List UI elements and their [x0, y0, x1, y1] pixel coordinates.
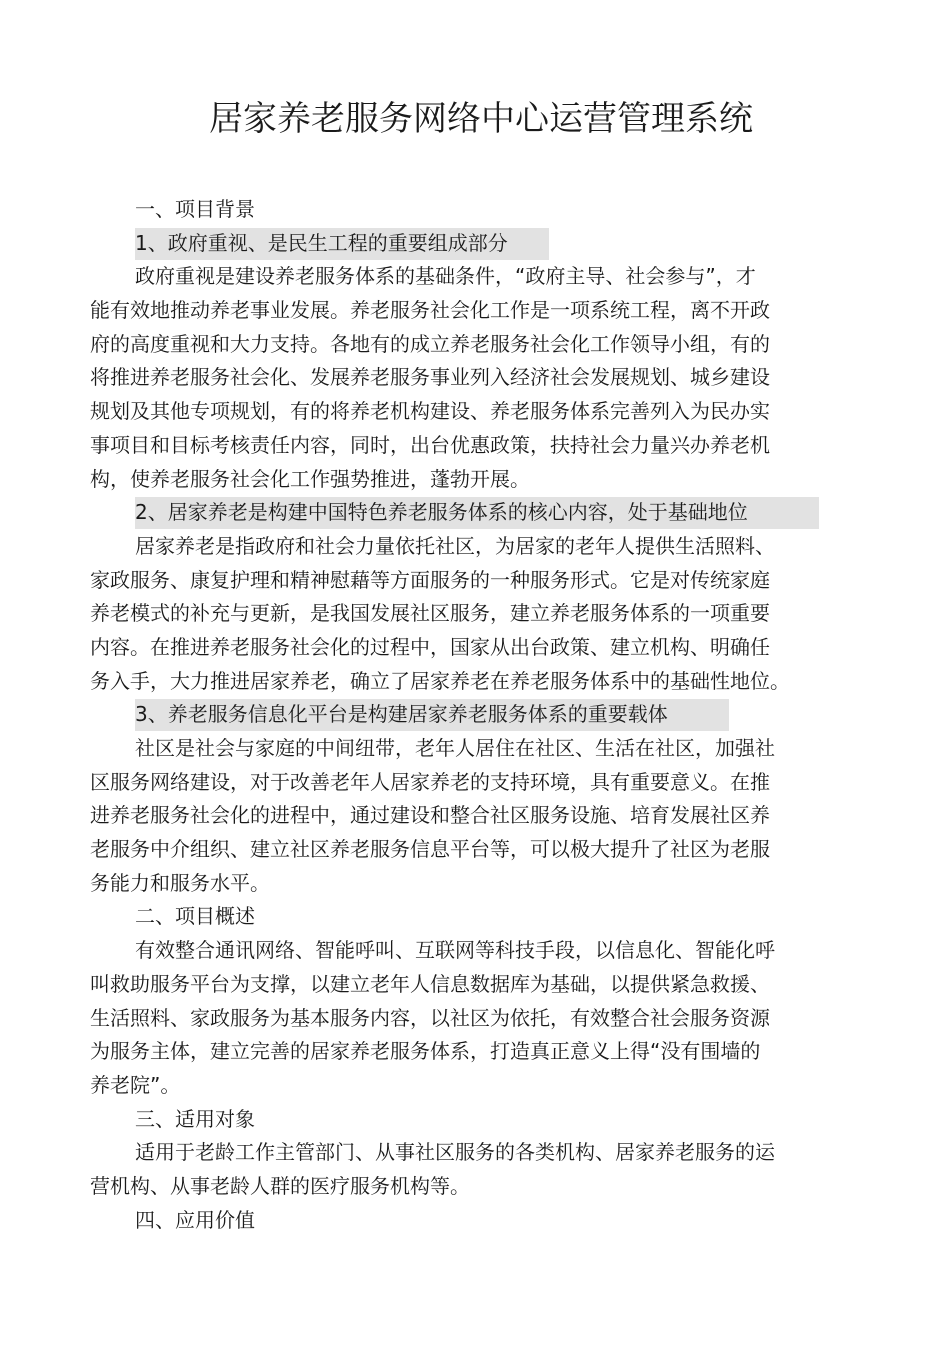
- paragraph-line: 能有效地推动养老事业发展。养老服务社会化工作是一项系统工程，离不开政: [90, 298, 770, 323]
- paragraph-line: 政府重视是建设养老服务体系的基础条件，“政府主导、社会参与”，才: [135, 264, 756, 289]
- paragraph-line: 老服务中介组织、建立社区养老服务信息平台等，可以极大提升了社区为老服: [90, 837, 770, 862]
- paragraph-line: 居家养老是指政府和社会力量依托社区，为居家的老年人提供生活照料、: [135, 533, 775, 558]
- paragraph-line: 有效整合通讯网络、智能呼叫、互联网等科技手段，以信息化、智能化呼: [135, 938, 775, 963]
- paragraph-line: 养老模式的补充与更新，是我国发展社区服务，建立养老服务体系的一项重要: [90, 601, 770, 626]
- paragraph-line: 事项目和目标考核责任内容，同时，出台优惠政策，扶持社会力量兴办养老机: [90, 432, 770, 457]
- paragraph-line: 务能力和服务水平。: [90, 870, 270, 895]
- paragraph-line: 府的高度重视和大力支持。各地有的成立养老服务社会化工作领导小组，有的: [90, 331, 770, 356]
- section-heading: 四、应用价值: [135, 1207, 255, 1232]
- paragraph-line: 适用于老龄工作主管部门、从事社区服务的各类机构、居家养老服务的运: [135, 1140, 775, 1165]
- subsection-heading-row: [90, 227, 810, 261]
- subsection-heading: 3、养老服务信息化平台是构建居家养老服务体系的重要载体: [135, 699, 729, 731]
- paragraph-line: 家政服务、康复护理和精神慰藉等方面服务的一种服务形式。它是对传统家庭: [90, 567, 770, 592]
- section-heading: 一、项目背景: [135, 197, 255, 221]
- subsection-heading-row: [90, 698, 810, 732]
- paragraph-line: 社区是社会与家庭的中间纽带，老年人居住在社区、生活在社区，加强社: [135, 736, 775, 760]
- paragraph-line: 规划及其他专项规划，有的将养老机构建设、养老服务体系完善列入为民办实: [90, 399, 770, 424]
- paragraph-line: 养老院”。: [90, 1072, 181, 1097]
- paragraph-line: 将推进养老服务社会化、发展养老服务事业列入经济社会发展规划、城乡建设: [90, 365, 770, 390]
- paragraph-line: 区服务网络建设，对于改善老年人居家养老的支持环境，具有重要意义。在推: [90, 769, 770, 794]
- paragraph-line: 进养老服务社会化的进程中，通过建设和整合社区服务设施、培育发展社区养: [90, 803, 770, 828]
- subsection-heading: 1、政府重视、是民生工程的重要组成部分: [135, 228, 549, 260]
- paragraph-line: 务入手，大力推进居家养老，确立了居家养老在养老服务体系中的基础性地位。: [90, 668, 790, 693]
- subsection-heading: 2、居家养老是构建中国特色养老服务体系的核心内容，处于基础地位: [135, 497, 819, 529]
- section-heading: 三、适用对象: [135, 1106, 255, 1131]
- paragraph-line: 营机构、从事老龄人群的医疗服务机构等。: [90, 1173, 470, 1198]
- paragraph-line: 生活照料、家政服务为基本服务内容，以社区为依托，有效整合社会服务资源: [90, 1005, 770, 1030]
- paragraph-line: 为服务主体，建立完善的居家养老服务体系，打造真正意义上得“没有围墙的: [90, 1039, 761, 1064]
- document-title: 居家养老服务网络中心运营管理系统: [209, 99, 753, 139]
- paragraph-line: 内容。在推进养老服务社会化的过程中，国家从出台政策、建立机构、明确任: [90, 634, 770, 659]
- paragraph-line: 构，使养老服务社会化工作强势推进，蓬勃开展。: [90, 466, 530, 491]
- document-body: [90, 193, 810, 1237]
- subsection-heading-row: [90, 496, 810, 530]
- section-heading: 二、项目概述: [135, 904, 255, 929]
- paragraph-line: 叫救助服务平台为支撑，以建立老年人信息数据库为基础，以提供紧急救援、: [90, 971, 770, 996]
